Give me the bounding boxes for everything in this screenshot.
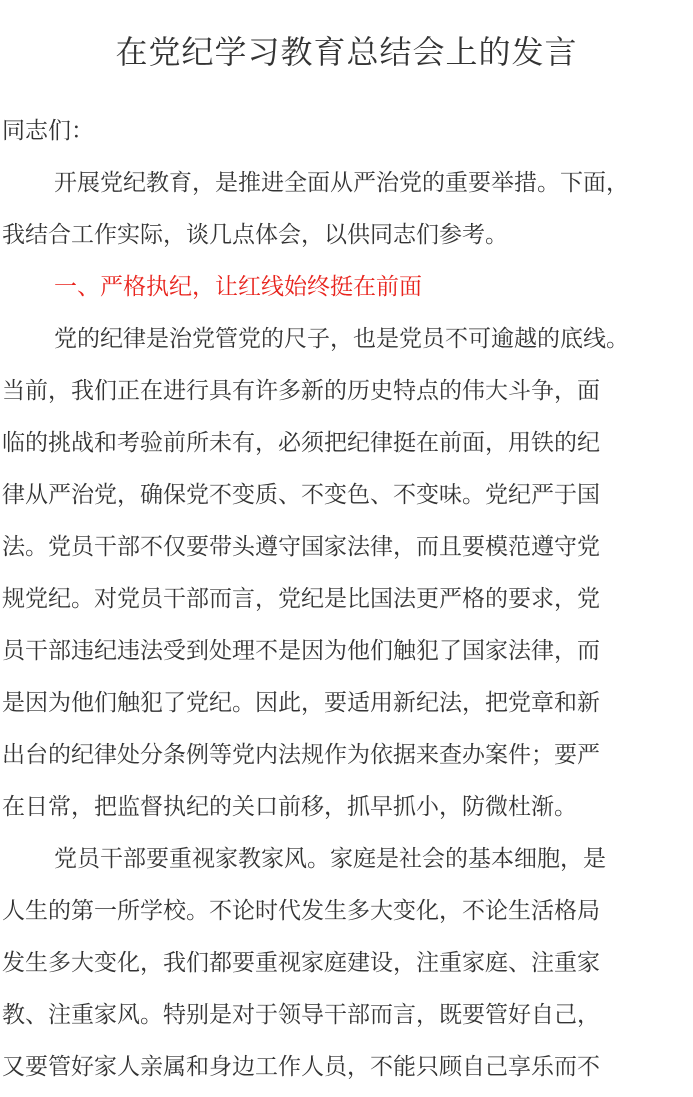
paragraph-line: 律从严治党，确保党不变质、不变色、不变味。党纪严于国 (2, 482, 600, 508)
paragraph-line: 又要管好家人亲属和身边工作人员，不能只顾自己享乐而不 (2, 1054, 600, 1080)
section-heading: 一、严格执纪，让红线始终挺在前面 (54, 274, 422, 300)
paragraph-line: 党员干部要重视家教家风。家庭是社会的基本细胞，是 (54, 846, 606, 872)
paragraph-line: 发生多大变化，我们都要重视家庭建设，注重家庭、注重家 (2, 950, 600, 976)
document-title: 在党纪学习教育总结会上的发言 (115, 33, 578, 71)
paragraph-line: 在日常，把监督执纪的关口前移，抓早抓小，防微杜渐。 (2, 794, 577, 820)
paragraph-line: 出台的纪律处分条例等党内法规作为依据来查办案件；要严 (2, 742, 600, 768)
paragraph-line: 临的挑战和考验前所未有，必须把纪律挺在前面，用铁的纪 (2, 430, 600, 456)
paragraph-line: 我结合工作实际，谈几点体会，以供同志们参考。 (2, 222, 508, 248)
paragraph-line: 开展党纪教育，是推进全面从严治党的重要举措。下面， (54, 170, 629, 196)
paragraph-line: 人生的第一所学校。不论时代发生多大变化，不论生活格局 (2, 898, 600, 924)
salutation-line: 同志们： (2, 118, 94, 144)
paragraph-line: 员干部违纪违法受到处理不是因为他们触犯了国家法律，而 (2, 638, 600, 664)
paragraph-line: 当前，我们正在进行具有许多新的历史特点的伟大斗争，面 (2, 378, 600, 404)
paragraph-line: 是因为他们触犯了党纪。因此，要适用新纪法，把党章和新 (2, 690, 600, 716)
paragraph-line: 教、注重家风。特别是对于领导干部而言，既要管好自己， (2, 1002, 600, 1028)
paragraph-line: 党的纪律是治党管党的尺子，也是党员不可逾越的底线。 (54, 326, 629, 352)
paragraph-line: 法。党员干部不仅要带头遵守国家法律，而且要模范遵守党 (2, 534, 600, 560)
paragraph-line: 规党纪。对党员干部而言，党纪是比国法更严格的要求，党 (2, 586, 600, 612)
